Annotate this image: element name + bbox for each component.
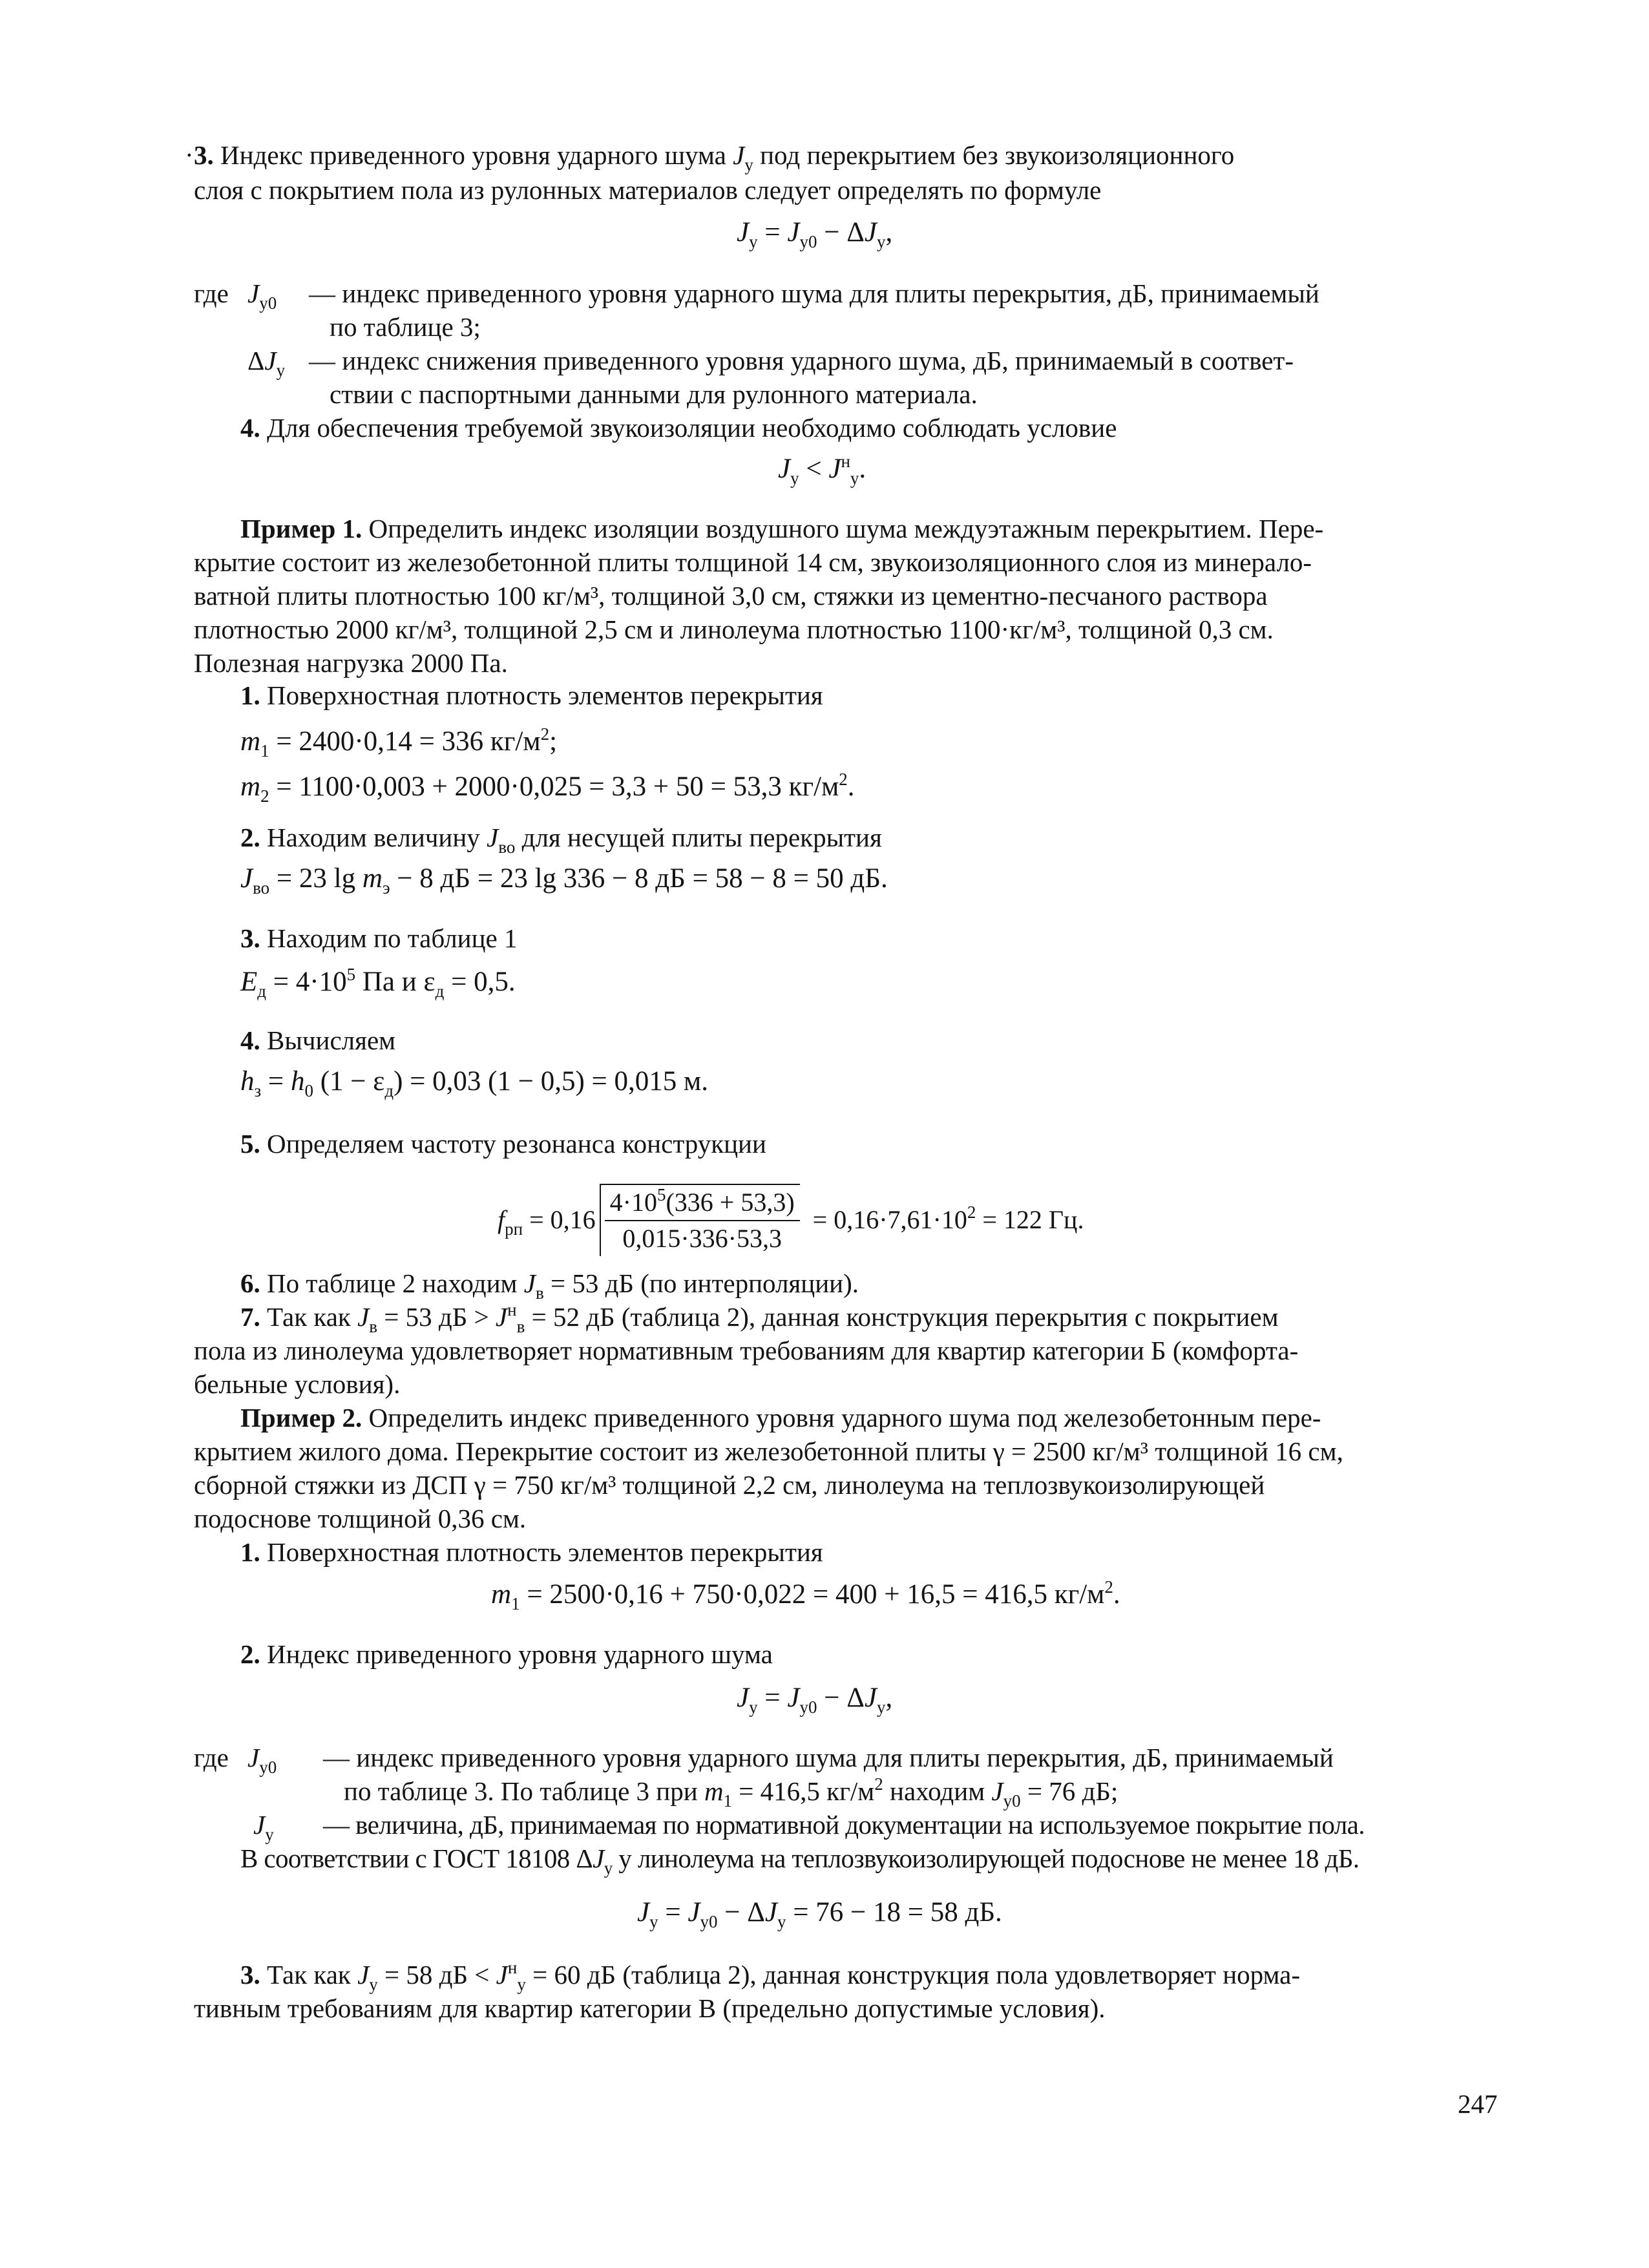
ex2-line-4: подоснове толщиной 0,36 см. <box>194 1504 527 1533</box>
ex1-line-1: Пример 1. Определить индекс изоляции воздушного шума междуэтажным перекрытием. Пере- <box>240 514 1324 543</box>
ex1-m1: $m_1 = 2400\cdot 0,14 = 336$ $кг/м^2$; <box>240 724 558 761</box>
ex2-def1-text-a: — индекс приведенного уровня ударного шума для плиты перекрытия, дБ, принимаемый <box>323 1743 1334 1772</box>
ex1-jvo: $J_{во} = 23$ $\lg m_э - 8$ дБ = 23 lg 336 − 8 дБ = 58 − 8 = 50 дБ. <box>240 863 888 898</box>
ex1-line-4: плотностью 2000 кг/м³, толщиной 2,5 см и линолеума плотностью 1100·кг/м³, толщиной 0,3 см. <box>194 614 1274 644</box>
ex1-step-7c: бельные условия). <box>194 1369 401 1399</box>
frp-numerator: $4\cdot 10^5(336 + 53,3)$ <box>605 1185 800 1221</box>
ex1-step-1: 1. Поверхностная плотность элементов перекрытия <box>240 680 823 710</box>
ex1-ed: $E_д = 4\cdot 10^5$ Па и $\varepsilon_д = 0,5$. <box>240 965 516 1001</box>
s3-def1-where: где <box>194 278 229 308</box>
s4-formula: $J_у < J^н_у$. <box>778 452 867 488</box>
ex2-gost: В соответствии с ГОСТ 18108 $\Delta J_у$ у линолеума на теплозвукоизолирующей подоснове не менее 18 дБ. <box>240 1843 1366 1878</box>
ex1-frp-formula: $f_{рп} = 0,16$ $\frac{4\cdot 10^5(336 + 53,3)}{0,015\cdot 336\cdot 53,3}$ = $0,16\cdot 7,61\cdot 10^2 = 122$ Гц. <box>498 1184 1084 1256</box>
ex2-step-3a: 3. Так как $J_у = 58$ дБ < $J^н_у = 60$ дБ (таблица 2), данная конструкция пола удовлетворяет норма- <box>240 1958 1307 1994</box>
ex1-line-5: Полезная нагрузка 2000 Па. <box>194 648 508 678</box>
ex2-result: $J_у = J_{у0} - \Delta J_у = 76 - 18 = 58$ дБ. <box>637 1897 1002 1931</box>
ex1-step-4: 4. Вычисляем <box>240 1025 396 1055</box>
page-number: 247 <box>1458 2089 1498 2119</box>
ex1-step-3: 3. Находим по таблице 1 <box>240 923 518 953</box>
ex2-def1-text-b: по таблице 3. По таблице 3 при $m_1 = 416,5$ $кг/м^2$ находим $J_{у0} = 76$ дБ; <box>344 1774 1119 1811</box>
s4-line: 4. Для обеспечения требуемой звукоизоляции необходимо соблюдать условие <box>240 413 1117 443</box>
ex2-line-3: сборной стяжки из ДСП γ = 750 кг/м³ толщиной 2,2 см, линолеума на теплозвукоизолирующей <box>194 1470 1265 1500</box>
ex1-step-2: 2. Находим величину $J_{во}$ для несущей плиты перекрытия <box>240 823 882 857</box>
ex1-step-7b: пола из линолеума удовлетворяет нормативным требованиям для квартир категории Б (комфорта- <box>194 1336 1299 1365</box>
ex2-m1: $m_1 = 2500\cdot 0,16 + 750\cdot 0,022 = 400 + 16,5 = 416,5$ $кг/м^2$. <box>491 1577 1120 1613</box>
frp-denominator: 0,015·336·53,3 <box>622 1224 782 1253</box>
ex1-h3: $h_з = h_0$ $(1 - \varepsilon_д) = 0,03$ (1 − 0,5) = 0,015 м. <box>240 1066 708 1100</box>
ex2-def2-text: — величина, дБ, принимаемая по нормативной документации на используемое покрытие пола. <box>323 1810 1365 1840</box>
ex1-m2: $m_2 = 1100\cdot 0,003 + 2000\cdot 0,025 = 3,3 + 50 = 53,3$ $кг/м^2$. <box>240 770 855 806</box>
s3-formula: $J_у = J_{у0} - \Delta J_у$, <box>737 217 893 251</box>
ex1-line-2: крытие состоит из железобетонной плиты толщиной 14 см, звукоизоляционного слоя из минерало- <box>194 547 1312 577</box>
s3-def1-term: $J_{у0}$ <box>247 278 277 313</box>
ex1-line-3: ватной плиты плотностью 100 кг/м³, толщиной 3,0 см, стяжки из цементно-песчаного раствора <box>194 581 1268 611</box>
ex2-def1-where: где <box>194 1743 229 1772</box>
ex1-step-5: 5. Определяем частоту резонанса конструкции <box>240 1129 766 1159</box>
ex2-step-1: 1. Поверхностная плотность элементов перекрытия <box>240 1537 823 1567</box>
s3-def2-term: $\Delta J_у$ <box>247 346 286 380</box>
s3-line-2: слоя с покрытием пола из рулонных материалов следует определять по формуле <box>194 175 1102 205</box>
ex2-step-2: 2. Индекс приведенного уровня ударного шума <box>240 1639 773 1669</box>
ex2-def2-term: $J_у$ <box>253 1810 274 1844</box>
ex2-def1-term: $J_{у0}$ <box>247 1743 277 1777</box>
ex1-step-6: 6. По таблице 2 находим $J_в = 53$ дБ (по интерполяции). <box>240 1268 859 1303</box>
ex2-line-1: Пример 2. Определить индекс приведенного уровня ударного шума под железобетонным пере- <box>240 1403 1321 1433</box>
s3-line-1: · 3. Индекс приведенного уровня ударного шума $J_у$ под перекрытием без звукоизоляционного <box>185 140 1235 174</box>
s3-def2-text-b: ствии с паспортными данными для рулонного материала. <box>330 379 978 409</box>
ex1-step-7a: 7. Так как $J_в = 53$ дБ > $J^н_в = 52$ дБ (таблица 2), данная конструкция перекрытия с покрытием <box>240 1300 1285 1336</box>
s3-def1-text-b: по таблице 3; <box>330 312 481 342</box>
s3-def2-text-a: — индекс снижения приведенного уровня ударного шума, дБ, принимаемый в соответ- <box>309 346 1294 375</box>
s3-def1-text-a: — индекс приведенного уровня ударного шума для плиты перекрытия, дБ, принимаемый <box>309 278 1319 308</box>
ex2-step-3b: тивным требованиям для квартир категории В (предельно допустимые условия). <box>194 1993 1106 2023</box>
ex2-formula: $J_у = J_{у0} - \Delta J_у$, <box>737 1683 893 1717</box>
ex2-line-2: крытием жилого дома. Перекрытие состоит из железобетонной плиты γ = 2500 кг/м³ толщиной 16 см, <box>194 1436 1343 1466</box>
